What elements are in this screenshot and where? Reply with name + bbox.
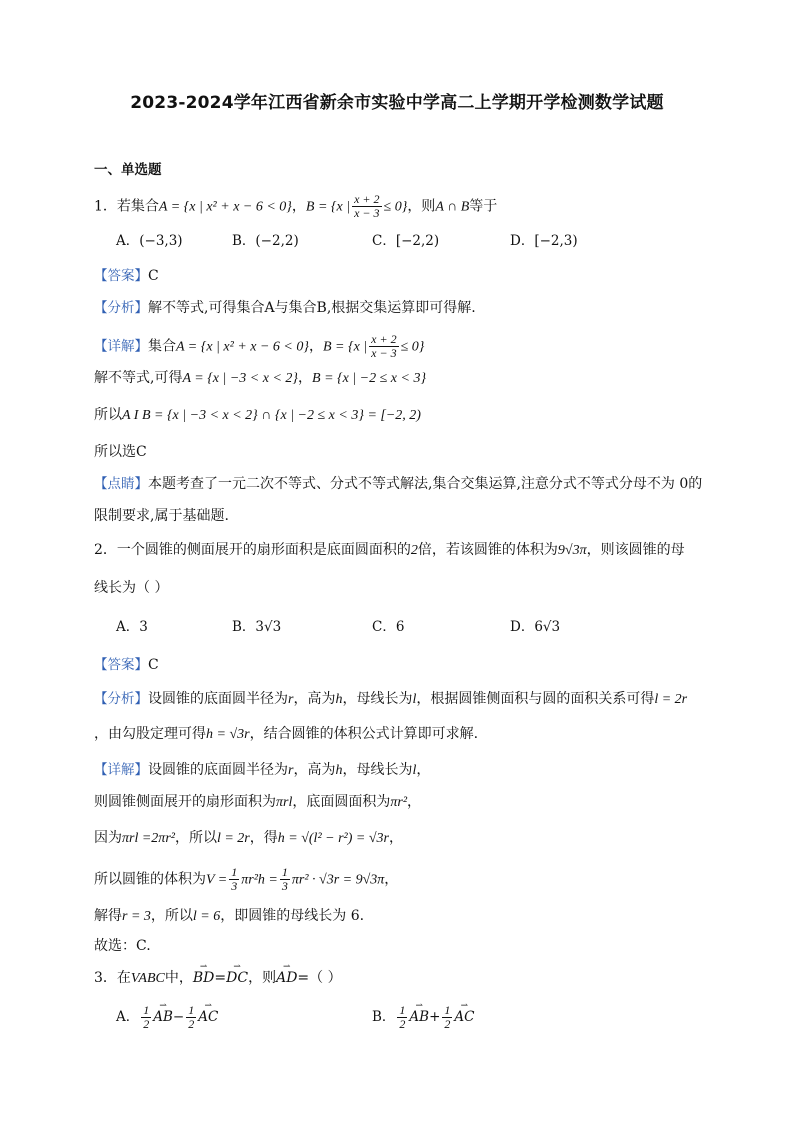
- q1-option-b[interactable]: B．(−2,2): [232, 233, 299, 249]
- q1-detail-2d: B = {x | −2 ≤ x < 3}: [312, 371, 427, 386]
- q2-detail-1d: ，: [416, 762, 431, 778]
- q1-answer-tag: 【答案】: [94, 268, 148, 284]
- q1-op: A ∩ B: [435, 199, 470, 215]
- q1-detail-2c: ，: [298, 370, 313, 386]
- q3-option-a-label: A．: [116, 1009, 140, 1025]
- q1-analysis: [94, 298, 476, 318]
- q2-detail-5b: r = 3: [122, 909, 151, 924]
- q1-detail-line-3: [94, 405, 421, 426]
- q1-detail-1c: ，: [308, 338, 323, 355]
- q1-detail-tag: 【详解】: [94, 338, 148, 355]
- q2-analysis-r: r: [288, 692, 294, 707]
- q2-detail-5a: 解得: [94, 908, 122, 924]
- question-1-stem: [94, 193, 497, 220]
- q1-set-a: A = {x | x² + x − 6 < 0}: [158, 199, 292, 215]
- q1-detail-frac-den: x − 3: [371, 346, 397, 360]
- q1-analysis-text: 解不等式,可得集合A与集合B,根据交集运算即可得解.: [148, 300, 476, 316]
- q2-analysis-2b: h = √3r: [206, 727, 250, 742]
- q3-a-half-2-den: 2: [188, 1017, 195, 1031]
- q1-detail-3a: 所以: [94, 407, 122, 423]
- section-heading-single-choice: 一、单选题: [94, 162, 162, 178]
- q3-a-vector-ac: ⇀ AC: [198, 1007, 218, 1027]
- q3-a-half-2: [186, 1004, 196, 1031]
- q2-detail-3c: ，所以: [174, 830, 217, 846]
- q2-third-2-num: 1: [281, 865, 288, 879]
- q2-third-2-den: 3: [281, 879, 288, 893]
- q2-detail-line-6: 故选：C.: [94, 938, 151, 954]
- q1-detail-2b: A = {x | −3 < x < 2}: [182, 371, 299, 386]
- q1-comment-line-1: [94, 474, 702, 494]
- q2-detail-h: h: [335, 763, 343, 778]
- q1-detail-line-2: [94, 368, 426, 389]
- q2-detail-line-5: [94, 906, 364, 927]
- question-3-stem: [94, 968, 342, 989]
- page-title: 2023-2024学年江西省新余市实验中学高二上学期开学检测数学试题: [130, 93, 664, 113]
- q2-third-1-num: 1: [231, 865, 238, 879]
- q2-option-b[interactable]: B．3√3: [232, 619, 282, 635]
- q2-option-c[interactable]: C．6: [372, 619, 405, 635]
- q3-option-b[interactable]: [372, 1004, 475, 1031]
- q2-third-fraction-1: [229, 866, 239, 893]
- q2-answer-tag: 【答案】: [94, 657, 148, 673]
- q3-b-half-1: [397, 1004, 407, 1031]
- q3-b-half-2-num: 1: [444, 1003, 451, 1017]
- q3-stem-c: ，则: [248, 970, 277, 986]
- q1-comment-1: 本题考查了一元二次不等式、分式不等式解法,集合交集运算,注意分式不等式分母不为 0的: [148, 476, 703, 492]
- q2-detail-l: l: [412, 763, 417, 778]
- q3-b-half-2-den: 2: [444, 1017, 451, 1031]
- q3-b-vector-ac: ⇀ AC: [454, 1007, 474, 1027]
- q3-option-b-label: B．: [372, 1009, 396, 1025]
- q1-option-c[interactable]: C．[−2,2): [372, 233, 440, 249]
- q1-frac-den: x − 3: [354, 206, 380, 220]
- question-2-stem-line-1: [94, 540, 685, 561]
- q2-option-a[interactable]: A．3: [116, 619, 148, 635]
- q2-detail-3b: πrl =2πr²: [122, 831, 175, 846]
- q1-detail-3b: A I B = {x | −3 < x < 2} ∩ {x | −2 ≤ x < 3} = [−2, 2): [122, 408, 421, 423]
- q2-detail-1b: ，高为: [293, 762, 336, 778]
- q2-detail-3f: h = √(l² − r²) = √3r: [277, 831, 389, 846]
- q1-detail-line-4: 所以选C: [94, 444, 147, 460]
- q2-detail-3a: 因为: [94, 830, 122, 846]
- q2-stem-1c: 倍，若该圆锥的体积为: [417, 542, 558, 558]
- q1-answer: [94, 266, 159, 286]
- q1-detail-frac-num: x + 2: [371, 332, 397, 346]
- q2-stem-1d: 9√3π: [557, 543, 587, 558]
- q2-option-d[interactable]: D．6√3: [510, 619, 561, 635]
- q2-analysis-h: h: [335, 692, 343, 707]
- q2-detail-line-1: [94, 760, 430, 781]
- q1-set-b-pre: B = {x |: [305, 199, 351, 215]
- q2-detail-1c: ，母线长为: [342, 762, 413, 778]
- q2-analysis-1e: l = 2r: [654, 692, 688, 707]
- q1-option-a[interactable]: A．(−3,3): [116, 233, 183, 249]
- q2-answer: [94, 655, 159, 675]
- q1-stem-c: 等于: [469, 198, 498, 215]
- q2-detail-tag: 【详解】: [94, 762, 148, 778]
- q3-a-vector-ab: ⇀ AB: [153, 1007, 173, 1027]
- q3-a-half-1-den: 2: [143, 1017, 150, 1031]
- q2-detail-4c: πr²h =: [241, 872, 278, 888]
- q3-vector-dc: ⇀ DC: [226, 968, 248, 988]
- q2-answer-value: C: [148, 657, 159, 673]
- q2-analysis-line-2: [94, 724, 478, 745]
- q2-analysis-2a: ，由勾股定理可得: [94, 726, 206, 742]
- q2-stem-1b: 2: [410, 543, 418, 558]
- q1-sep: ，: [291, 198, 306, 215]
- q2-detail-5e: ，即圆锥的母线长为 6.: [220, 908, 365, 924]
- q1-detail-1d: B = {x |: [322, 339, 368, 355]
- q3-stem-a: 3．在: [94, 970, 131, 986]
- q1-detail-fraction: [369, 333, 398, 360]
- q3-stem-d: =（ ）: [297, 970, 342, 986]
- q2-analysis-line-1: [94, 689, 687, 710]
- q2-detail-3e: ，得: [249, 830, 278, 846]
- q2-detail-3g: ，: [388, 830, 403, 846]
- q2-stem-1a: 2．一个圆锥的侧面展开的扇形面积是底面圆面积的: [94, 542, 411, 558]
- q2-analysis-l: l: [412, 692, 417, 707]
- q2-detail-4e: ，: [384, 871, 399, 888]
- q1-analysis-tag: 【分析】: [94, 300, 148, 316]
- q2-detail-2c: ，底面圆面积为: [292, 794, 391, 810]
- q2-analysis-1a: 设圆锥的底面圆半径为: [148, 691, 288, 707]
- q2-detail-r: r: [288, 763, 294, 778]
- q2-detail-2e: ，: [407, 794, 422, 810]
- q1-comment-tag: 【点睛】: [94, 476, 148, 492]
- q2-detail-5d: l = 6: [192, 909, 221, 924]
- q2-analysis-2c: ，结合圆锥的体积公式计算即可求解.: [249, 726, 479, 742]
- question-2-stem-line-2: 线长为（ ）: [94, 580, 169, 596]
- q3-option-a[interactable]: [116, 1004, 218, 1031]
- q2-detail-line-2: [94, 792, 421, 813]
- q2-detail-3d: l = 2r: [216, 831, 250, 846]
- q3-a-half-2-num: 1: [188, 1003, 195, 1017]
- q2-detail-4a: 所以圆锥的体积为: [94, 871, 206, 888]
- q3-vector-ad: ⇀ AD: [276, 968, 297, 988]
- q2-analysis-1b: ，高为: [293, 691, 336, 707]
- q1-fraction: [352, 193, 381, 220]
- q2-detail-4d: πr² · √3r = 9√3π: [291, 872, 385, 888]
- q3-eq: =: [214, 970, 227, 986]
- q3-a-half-1-num: 1: [143, 1003, 150, 1017]
- q2-third-fraction-2: [280, 866, 290, 893]
- q1-answer-value: C: [148, 268, 159, 284]
- q2-detail-2b: πrl: [276, 795, 293, 810]
- q1-set-b-post: ≤ 0}: [383, 199, 408, 215]
- q1-option-d[interactable]: D．[−2,3): [510, 233, 578, 249]
- q1-comment-line-2: 限制要求,属于基础题.: [94, 508, 229, 524]
- q3-a-half-1: [141, 1004, 151, 1031]
- q3-vector-bd: ⇀ BD: [193, 968, 215, 988]
- q3-b-vector-ab: ⇀ AB: [409, 1007, 429, 1027]
- q2-detail-5c: ，所以: [150, 908, 193, 924]
- q3-stem-b: 中，: [164, 970, 193, 986]
- q1-detail-2a: 解不等式,可得: [94, 370, 183, 386]
- q2-detail-line-4: [94, 866, 398, 893]
- q1-stem-a: 1．若集合: [94, 198, 159, 215]
- q1-detail-line-1: [94, 333, 424, 360]
- q2-stem-1e: ，则该圆锥的母: [586, 542, 685, 558]
- q2-detail-2a: 则圆锥侧面展开的扇形面积为: [94, 794, 276, 810]
- q3-b-plus: +: [429, 1009, 441, 1025]
- q1-frac-num: x + 2: [354, 192, 380, 206]
- q3-triangle: VABC: [130, 971, 165, 986]
- q1-detail-1a: 集合: [148, 338, 176, 355]
- q3-a-minus: −: [172, 1009, 185, 1025]
- q1-detail-1e: ≤ 0}: [400, 339, 425, 355]
- q3-b-half-1-num: 1: [399, 1003, 406, 1017]
- q3-b-half-2: [442, 1004, 452, 1031]
- q1-stem-b: ，则: [407, 198, 436, 215]
- q2-analysis-tag: 【分析】: [94, 691, 148, 707]
- q2-detail-4b: V =: [206, 872, 228, 888]
- q2-detail-1a: 设圆锥的底面圆半径为: [148, 762, 288, 778]
- q2-detail-line-3: [94, 828, 403, 849]
- q2-analysis-1c: ，母线长为: [342, 691, 413, 707]
- q2-third-1-den: 3: [231, 879, 238, 893]
- q1-detail-1b: A = {x | x² + x − 6 < 0}: [176, 339, 309, 355]
- q3-b-half-1-den: 2: [399, 1017, 406, 1031]
- q2-detail-2d: πr²: [390, 795, 408, 810]
- q2-analysis-1d: ，根据圆锥侧面积与圆的面积关系可得: [416, 691, 655, 707]
